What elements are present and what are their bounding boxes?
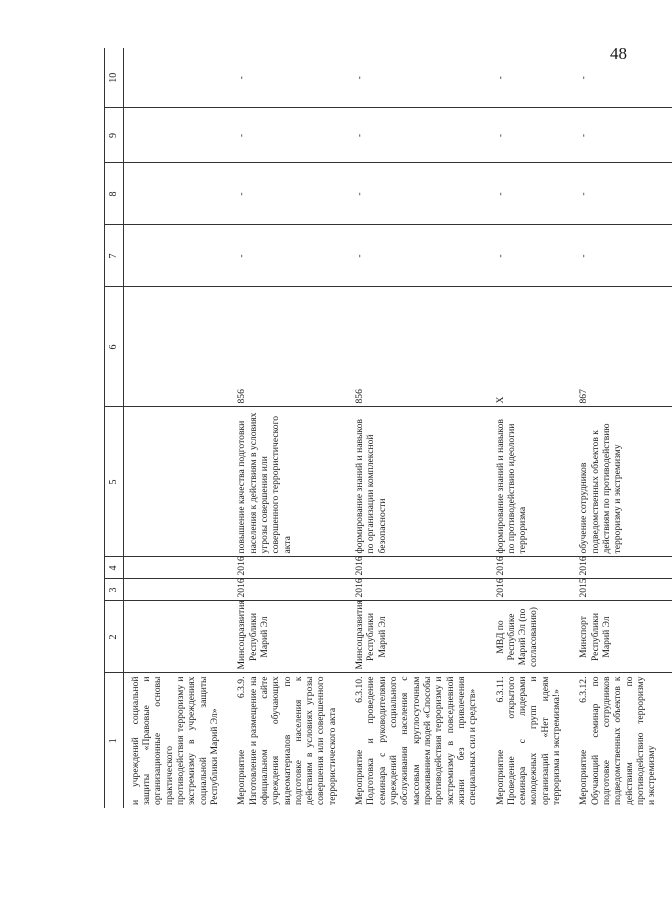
code-cell: X: [493, 287, 577, 407]
result-cell: формирование знаний и навыков по организации комплексной безопасности: [352, 407, 492, 557]
end-year-cell: [123, 557, 234, 579]
table-row: [493, 48, 577, 808]
end-year-cell: 2016: [576, 557, 671, 579]
activity-cell: и учреждений социальной защиты «Правовые и организационные основы практического противодействия терроризму и экстремизму в учреждениях социальной защиты Республики Марий Эл»: [129, 676, 220, 805]
executor-cell: Минспорт Республики Марий Эл: [576, 601, 671, 673]
start-year-cell: [123, 579, 234, 601]
col-header-2: 2: [105, 601, 124, 673]
value-cell: -: [352, 225, 492, 287]
code-cell: 856: [234, 287, 352, 407]
activity-cell: Мероприятие 6.3.10. Подготовка и проведение семинара с руководителями учреждений социального обслуживания населения с массовым круглосуточным проживанием людей «Способы противодействия терроризму и экстремизму в повседневной жизни без привлечения специальных сил и средств»: [354, 676, 479, 805]
value-cell: [123, 108, 234, 163]
end-year-cell: 2016: [234, 557, 352, 579]
col-header-1: 1: [105, 673, 124, 808]
table-row: [234, 48, 352, 808]
col-header-8: 8: [105, 163, 124, 225]
activity-cell: Мероприятие 6.3.11. Проведение открытого семинара с лидерами молодежных групп и организаций «Нет идеям терроризма и экстремизма!»: [494, 676, 563, 805]
value-cell: -: [352, 48, 492, 108]
value-cell: -: [576, 48, 671, 108]
end-year-cell: 2016: [493, 557, 577, 579]
page-number: 48: [610, 44, 627, 63]
start-year-cell: 2016: [352, 579, 492, 601]
col-header-5: 5: [105, 407, 124, 557]
col-header-7: 7: [105, 225, 124, 287]
value-cell: -: [234, 225, 352, 287]
table-row: [352, 48, 492, 808]
end-year-cell: 2016: [352, 557, 492, 579]
start-year-cell: 2016: [493, 579, 577, 601]
code-cell: 867: [576, 287, 671, 407]
code-cell: 856: [352, 287, 492, 407]
col-header-3: 3: [105, 579, 124, 601]
value-cell: -: [234, 163, 352, 225]
executor-cell: Минсоцразвития Республики Марий Эл: [234, 601, 352, 673]
table-row: [123, 48, 234, 808]
value-cell: -: [576, 108, 671, 163]
executor-cell: МВД по Республике Марий Эл (по согласованию): [493, 601, 577, 673]
value-cell: [123, 225, 234, 287]
value-cell: [123, 48, 234, 108]
result-cell: повышение качества подготовки населения к действиям в условиях угрозы совершения или совершенного террористического акта: [234, 407, 352, 557]
start-year-cell: 2015: [576, 579, 671, 601]
col-header-6: 6: [105, 287, 124, 407]
value-cell: -: [493, 163, 577, 225]
value-cell: -: [576, 225, 671, 287]
rotated-table-container: [104, 48, 658, 808]
value-cell: -: [576, 163, 671, 225]
col-header-4: 4: [105, 557, 124, 579]
result-cell: обучение сотрудников подведомственных объектов к действиям по противодействию терроризму и экстремизму: [576, 407, 671, 557]
activity-cell: Мероприятие 6.3.12. Обучающий семинар по подготовке сотрудников подведомственных объектов к действиям по противодействию терроризму и экстремизму: [578, 676, 658, 805]
value-cell: -: [352, 108, 492, 163]
program-activities-table: [104, 48, 672, 808]
value-cell: -: [234, 48, 352, 108]
value-cell: -: [493, 48, 577, 108]
code-cell: [123, 287, 234, 407]
col-header-9: 9: [105, 108, 124, 163]
value-cell: -: [493, 225, 577, 287]
value-cell: [123, 163, 234, 225]
executor-cell: Минсоцразвития Республики Марий Эл: [352, 601, 492, 673]
value-cell: -: [352, 163, 492, 225]
value-cell: -: [493, 108, 577, 163]
table-row: [576, 48, 671, 808]
executor-cell: [123, 601, 234, 673]
column-number-header: [105, 48, 124, 808]
activity-cell: Мероприятие 6.3.9. Изготовление и размещение на официальном сайте учреждения обучающих видеоматериалов по подготовке населения к действиям в условиях угрозы совершения или совершенного террористического акта: [236, 676, 338, 805]
result-cell: [123, 407, 234, 557]
start-year-cell: 2016: [234, 579, 352, 601]
result-cell: формирование знаний и навыков по противодействию идеологии терроризма: [493, 407, 577, 557]
col-header-10: 10: [105, 48, 124, 108]
value-cell: -: [234, 108, 352, 163]
